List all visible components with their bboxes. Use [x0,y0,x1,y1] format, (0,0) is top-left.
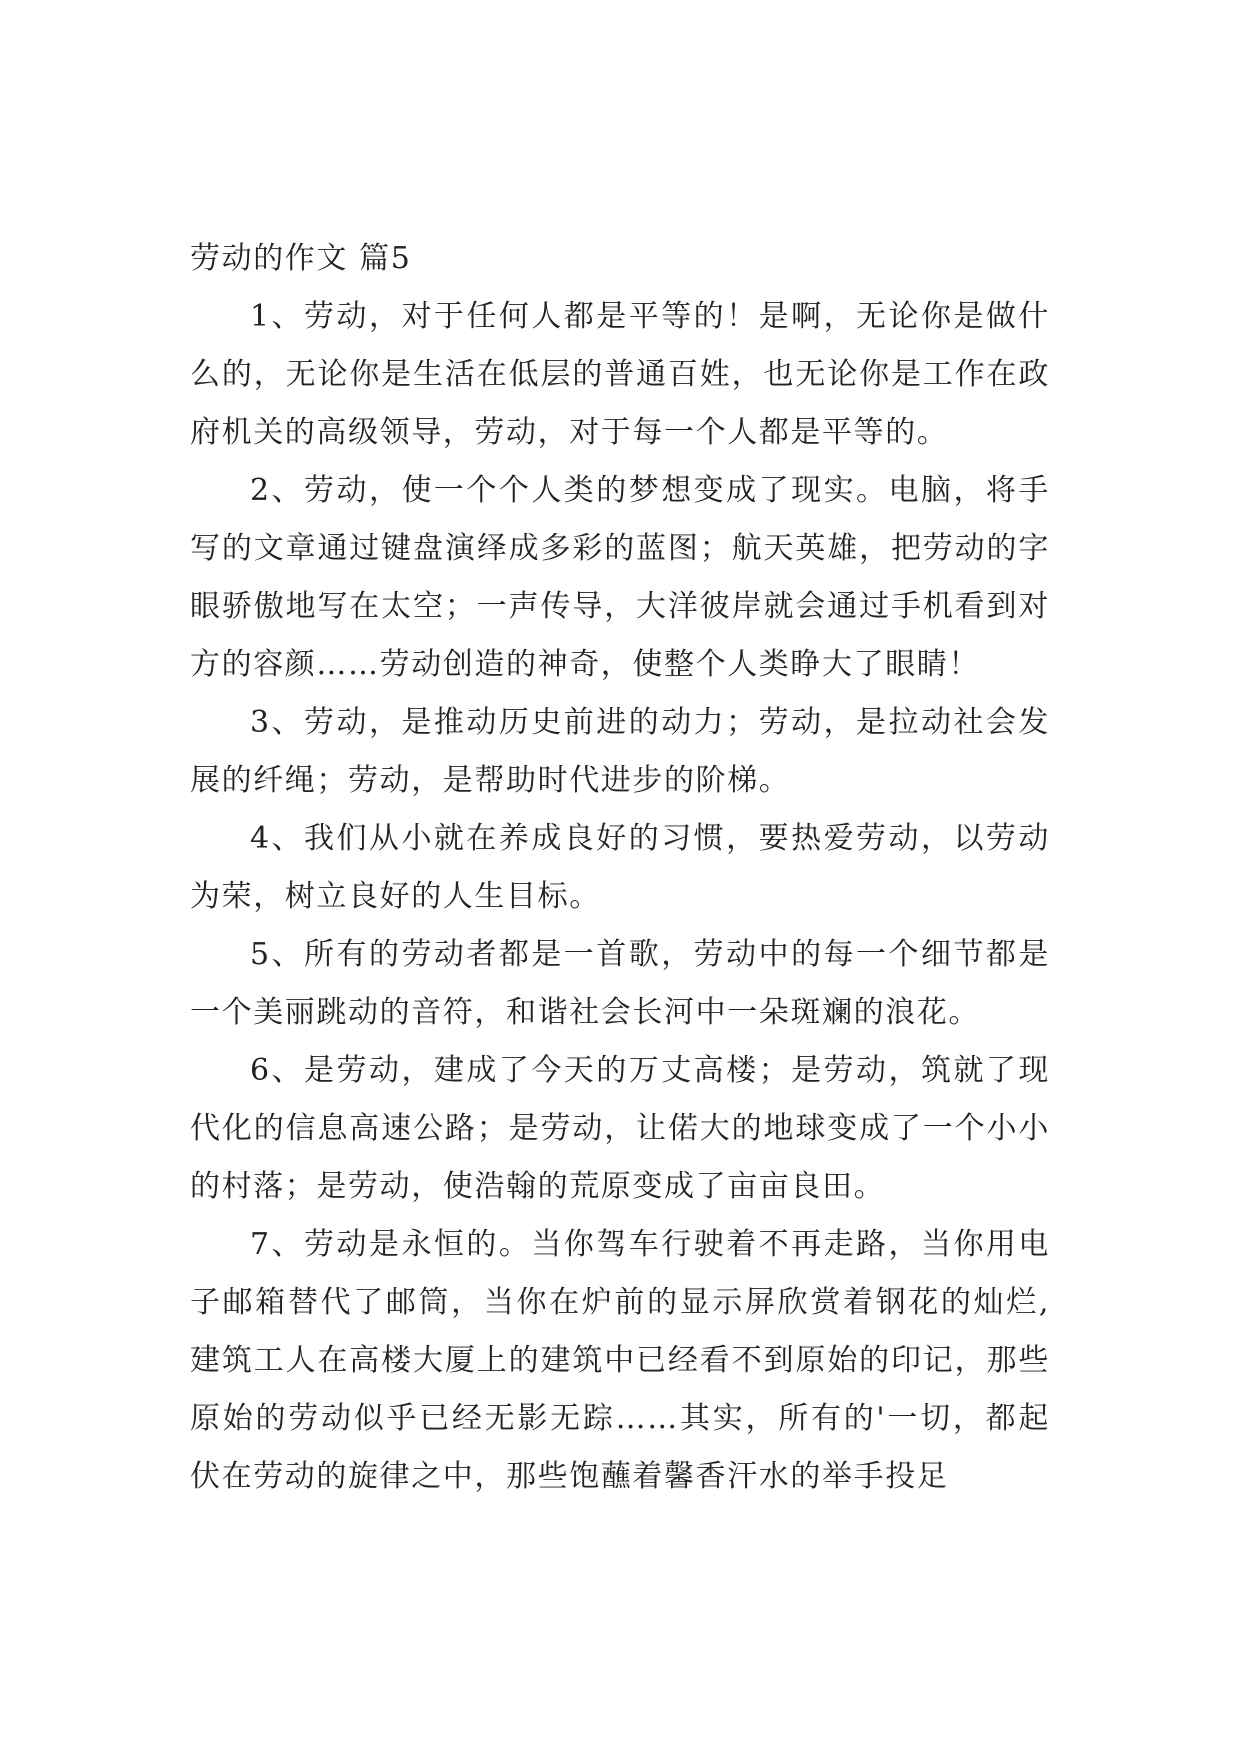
paragraph-7: 7、劳动是永恒的。当你驾车行驶着不再走路，当你用电子邮箱替代了邮筒，当你在炉前的显示屏欣赏着钢花的灿烂,建筑工人在高楼大厦上的建筑中已经看不到原始的印记，那些原始的劳动似乎已经无影无踪……其实，所有的'一切，都起伏在劳动的旋律之中，那些饱蘸着馨香汗水的举手投足 [190,1227,1050,1494]
essay-title: 劳动的作文 篇5 [190,241,412,276]
paragraph-2: 2、劳动，使一个个人类的梦想变成了现实。电脑，将手写的文章通过键盘演绎成多彩的蓝图；航天英雄，把劳动的字眼骄傲地写在太空；一声传导，大洋彼岸就会通过手机看到对方的容颜……劳动创造的神奇，使整个人类睁大了眼睛！ [190,473,1050,682]
paragraph-5: 5、所有的劳动者都是一首歌，劳动中的每一个细节都是一个美丽跳动的音符，和谐社会长河中一朵斑斓的浪花。 [190,937,1050,1030]
paragraph-1: 1、劳动，对于任何人都是平等的！是啊，无论你是做什么的，无论你是生活在低层的普通百姓，也无论你是工作在政府机关的高级领导，劳动，对于每一个人都是平等的。 [190,299,1050,450]
paragraph-3: 3、劳动，是推动历史前进的动力；劳动，是拉动社会发展的纤绳；劳动，是帮助时代进步的阶梯。 [190,705,1050,798]
document-body [190,230,1050,1506]
paragraph-6: 6、是劳动，建成了今天的万丈高楼；是劳动，筑就了现代化的信息高速公路；是劳动，让偌大的地球变成了一个小小的村落；是劳动，使浩翰的荒原变成了亩亩良田。 [190,1053,1050,1204]
paragraph-4: 4、我们从小就在养成良好的习惯，要热爱劳动，以劳动为荣，树立良好的人生目标。 [190,821,1050,914]
